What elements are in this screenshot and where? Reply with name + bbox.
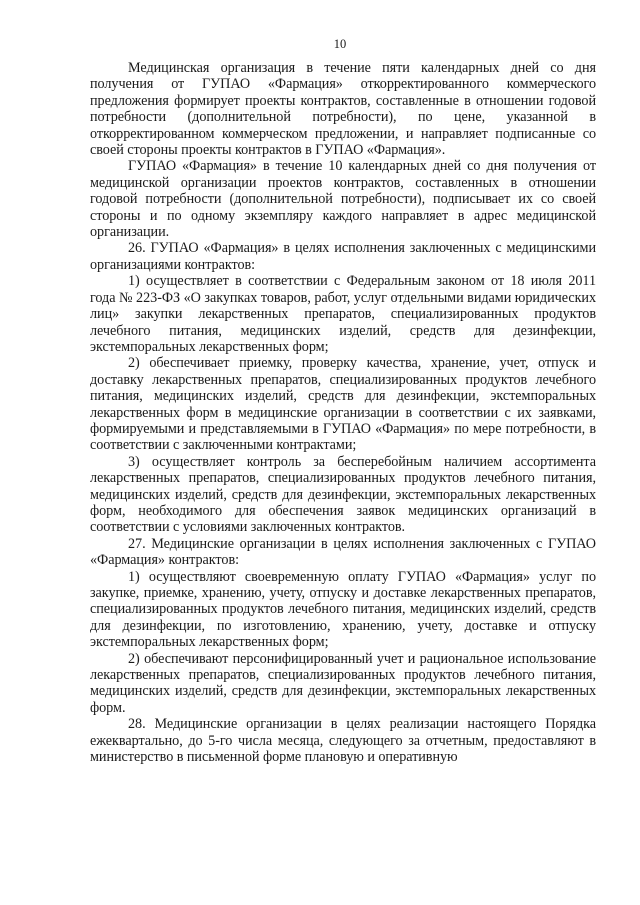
document-body: [90, 60, 596, 765]
paragraph-clause-28: 28. Медицинские организации в целях реализации настоящего Порядка ежеквартально, до 5-го числа месяца, следующего за отчетным, предоставляют в министерство в письменной форме плановую и оперативную: [90, 716, 596, 766]
paragraph: ГУПАО «Фармация» в течение 10 календарных дней со дня получения от медицинской организации проектов контрактов, составленных в отношении годовой потребности (дополнительной потребности), подписывает их со своей стороны и по одному экземпляру каждого направляет в адрес медицинской организации.: [90, 158, 596, 241]
paragraph-clause-26: 26. ГУПАО «Фармация» в целях исполнения заключенных с медицинскими организациями контрактов:: [90, 240, 596, 273]
paragraph-item: 2) обеспечивают персонифицированный учет и рациональное использование лекарственных препаратов, специализированных продуктов лечебного питания, медицинских изделий, средств для дезинфекции, экстемпоральных лекарственных форм.: [90, 650, 596, 716]
page-number: 10: [333, 37, 347, 51]
paragraph-item: 1) осуществляют своевременную оплату ГУПАО «Фармация» услуг по закупке, приемке, хранению, учету, отпуску и доставке лекарственных препаратов, специализированных продуктов лечебного питания, медицинских изделий, средств для дезинфекции, по изготовлению, хранению, учету, доставке и отпуску экстемпоральных лекарственных форм;: [90, 568, 596, 651]
paragraph-item: 1) осуществляет в соответствии с Федеральным законом от 18 июля 2011 года № 223-ФЗ «О закупках товаров, работ, услуг отдельными видами юридических лиц» закупки лекарственных препаратов, специализированных продуктов лечебного питания, медицинских изделий, средств для дезинфекции, экстемпоральных лекарственных форм;: [90, 273, 596, 355]
paragraph: Медицинская организация в течение пяти календарных дней со дня получения от ГУПАО «Фармация» откорректированного коммерческого предложения формирует проекты контрактов, составленные в отношении годовой потребности (дополнительной потребности), по цене, указанной в откорректированном коммерческом предложении, и направляет подписанные со своей стороны проекты контрактов в ГУПАО «Фармация».: [90, 60, 596, 159]
paragraph-item: 2) обеспечивает приемку, проверку качества, хранение, учет, отпуск и доставку лекарственных препаратов, специализированных продуктов лечебного питания, медицинских изделий, средств для дезинфекции, экстемпоральных лекарственных форм в медицинские организации в соответствии с их заявками, формируемыми и представляемыми в ГУПАО «Фармация» по мере потребности, в соответствии с заключенными контрактами;: [90, 355, 596, 454]
paragraph-item: 3) осуществляет контроль за бесперебойным наличием ассортимента лекарственных препаратов, специализированных продуктов лечебного питания, медицинских изделий, средств для дезинфекции, экстемпоральных лекарственных форм, необходимого для обеспечения заявок медицинских организаций в соответствии с условиями заключенных контрактов.: [90, 453, 596, 536]
paragraph-clause-27: 27. Медицинские организации в целях исполнения заключенных с ГУПАО «Фармация» контрактов:: [90, 535, 596, 569]
